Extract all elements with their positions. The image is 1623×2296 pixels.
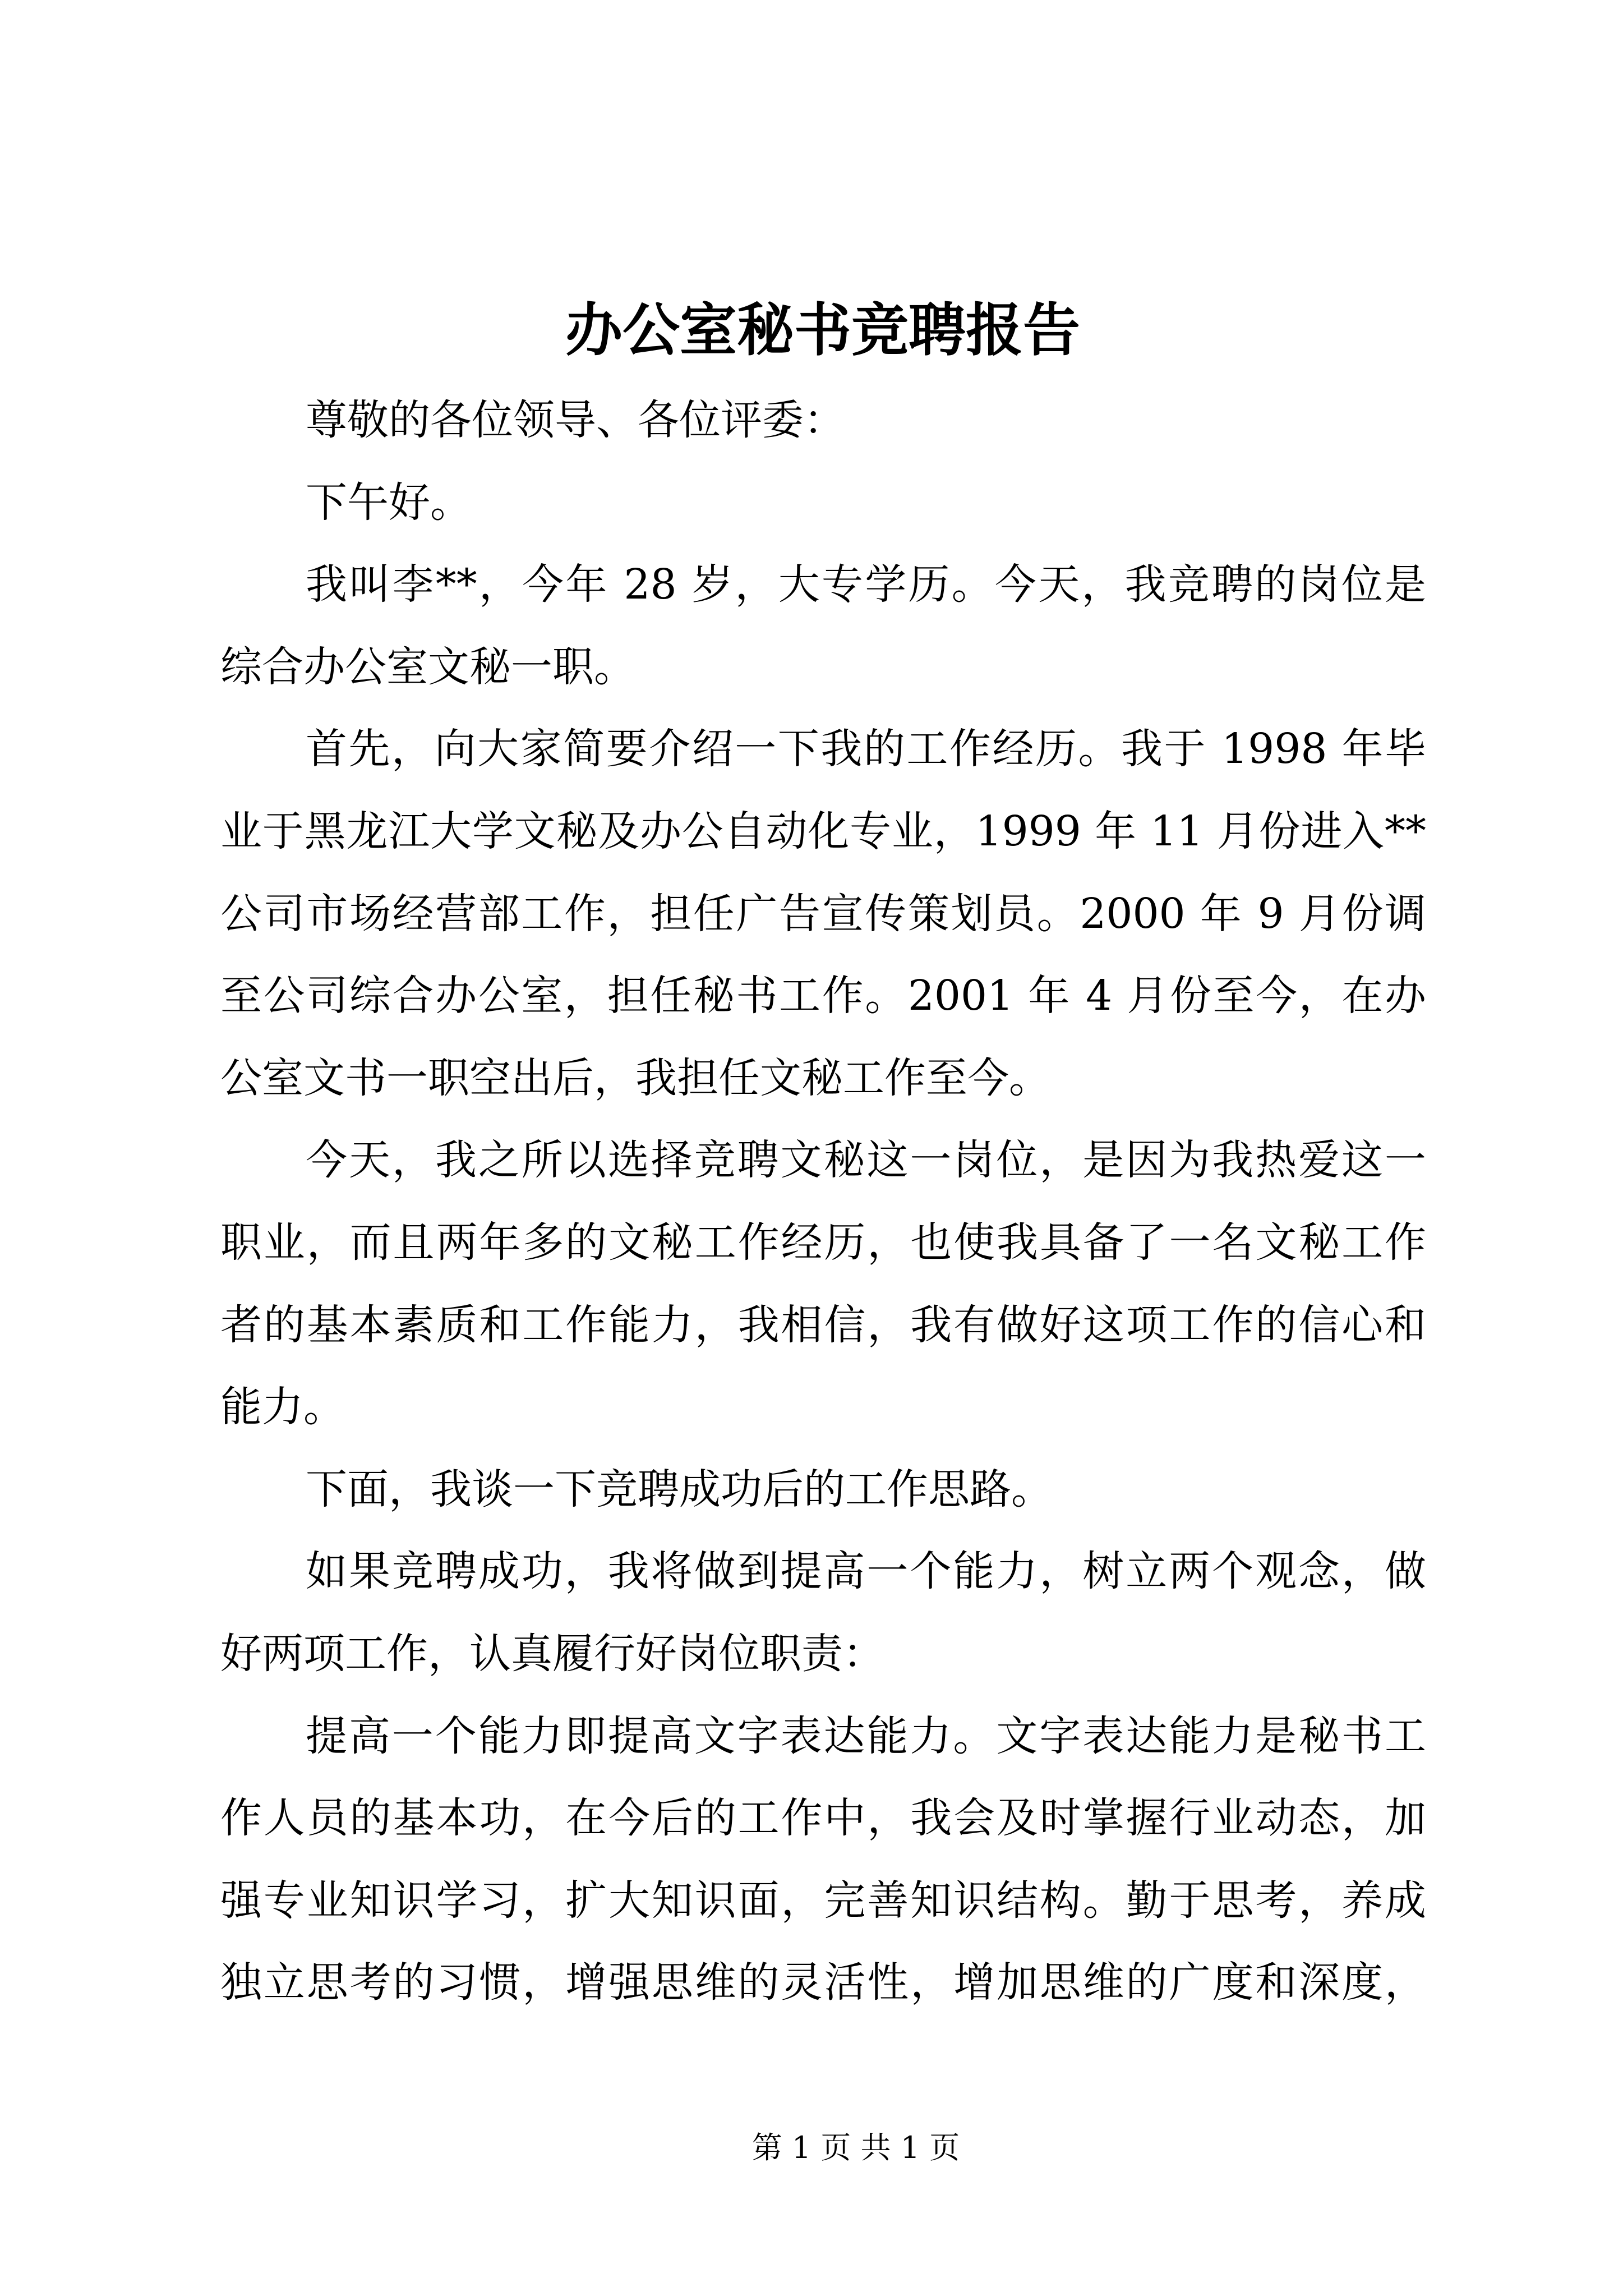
paragraph-writing-ability (220, 1695, 1426, 2024)
paragraph-motivation (220, 1119, 1426, 1448)
document-title: 办公室秘书竞聘报告 (565, 297, 1080, 364)
text-line: 综合办公室文秘一职。 (220, 642, 635, 691)
text-line: 公司市场经营部工作，担任广告宣传策划员。2000 年 9 月份调 (220, 889, 1426, 938)
text-line: 下午好。 (306, 478, 472, 527)
text-line: 公室文书一职空出后，我担任文秘工作至今。 (220, 1053, 1050, 1102)
text-line: 好两项工作，认真履行好岗位职责： (220, 1629, 884, 1678)
text-line: 首先，向大家简要介绍一下我的工作经历。我于 1998 年毕 (306, 725, 1426, 774)
text-line: 业于黑龙江大学文秘及办公自动化专业，1999 年 11 月份进入** (220, 807, 1426, 855)
text-line: 我叫李**，今年 28 岁，大专学历。今天，我竞聘的岗位是 (306, 560, 1426, 609)
text-line: 至公司综合办公室，担任秘书工作。2001 年 4 月份至今，在办 (220, 972, 1426, 1020)
text-line: 强专业知识学习，扩大知识面，完善知识结构。勤于思考，养成 (220, 1876, 1426, 1925)
page-number-footer: 第 1 页 共 1 页 (751, 2130, 960, 2165)
text-line: 者的基本素质和工作能力，我相信，我有做好这项工作的信心和 (220, 1300, 1426, 1349)
paragraph-greeting (220, 462, 1426, 544)
text-line: 如果竞聘成功，我将做到提高一个能力，树立两个观念，做 (306, 1547, 1426, 1596)
text-line: 下面，我谈一下竞聘成功后的工作思路。 (306, 1465, 1053, 1513)
text-line: 能力。 (220, 1383, 345, 1432)
text-line: 作人员的基本功，在今后的工作中，我会及时掌握行业动态，加 (220, 1794, 1426, 1843)
document-body (220, 379, 1426, 2024)
text-line: 独立思考的习惯，增强思维的灵活性，增加思维的广度和深度， (220, 1958, 1426, 2007)
paragraph-transition (220, 1448, 1426, 1531)
paragraph-plan-summary (220, 1530, 1426, 1695)
paragraph-self-introduction (220, 544, 1426, 708)
paragraph-salutation (220, 379, 1426, 462)
paragraph-work-history (220, 708, 1426, 1119)
text-line: 职业，而且两年多的文秘工作经历，也使我具备了一名文秘工作 (220, 1218, 1426, 1267)
text-line: 提高一个能力即提高文字表达能力。文字表达能力是秘书工 (306, 1711, 1426, 1760)
text-line: 尊敬的各位领导、各位评委： (306, 396, 845, 444)
text-line: 今天，我之所以选择竞聘文秘这一岗位，是因为我热爱这一 (306, 1136, 1426, 1185)
